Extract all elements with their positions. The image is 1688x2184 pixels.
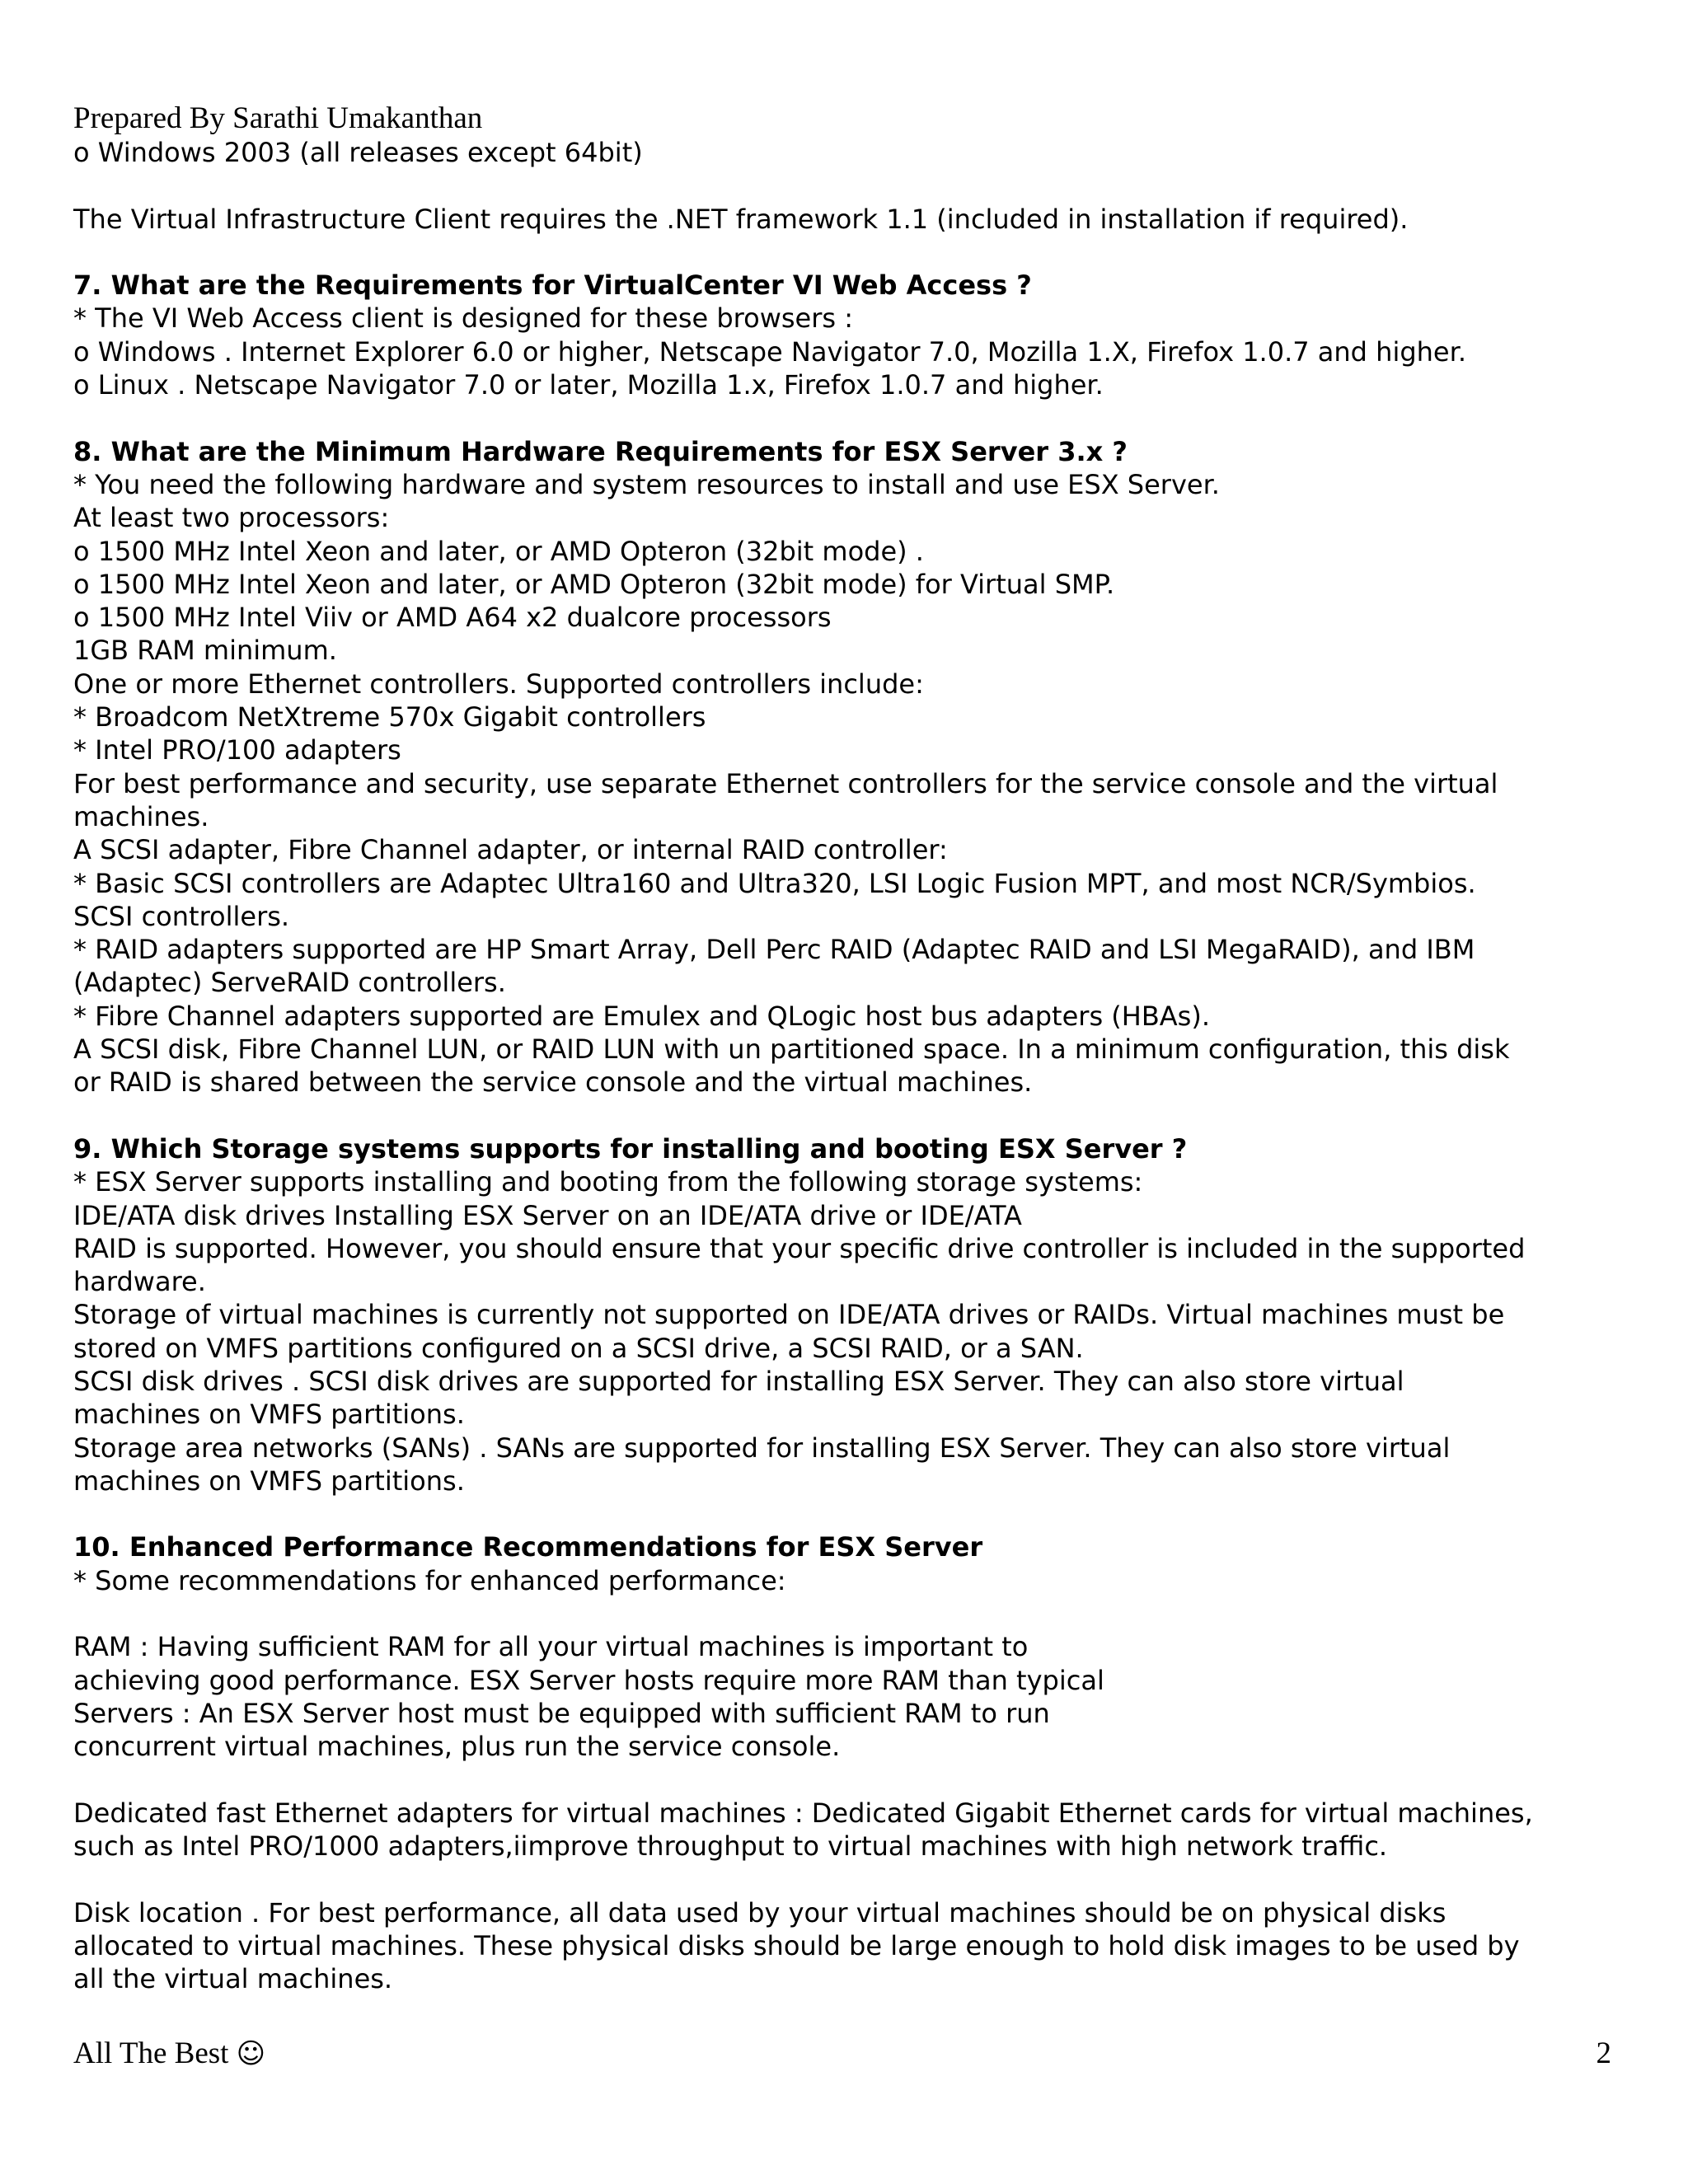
q10-ram-line: Servers : An ESX Server host must be equipped with sufficient RAM to run bbox=[73, 1697, 1050, 1729]
q10-disk-line: all the virtual machines. bbox=[73, 1963, 393, 1995]
q8-line: For best performance and security, use separate Ethernet controllers for the service console and the virtual bbox=[73, 767, 1498, 799]
q9-line: stored on VMFS partitions configured on a SCSI drive, a SCSI RAID, or a SAN. bbox=[73, 1332, 1084, 1364]
q10-disk-line: Disk location . For best performance, all data used by your virtual machines should be on physical disks bbox=[73, 1896, 1447, 1929]
page-number: 2 bbox=[1596, 2036, 1611, 2070]
q10-ethernet-line: Dedicated fast Ethernet adapters for virtual machines : Dedicated Gigabit Ethernet cards for virtual machines, bbox=[73, 1797, 1533, 1829]
q9-line: Storage area networks (SANs) . SANs are supported for installing ESX Server. They can also store virtual bbox=[73, 1432, 1451, 1464]
q7-line: o Windows . Internet Explorer 6.0 or higher, Netscape Navigator 7.0, Mozilla 1.X, Firefox 1.0.7 and higher. bbox=[73, 335, 1466, 368]
q8-line: * You need the following hardware and system resources to install and use ESX Server. bbox=[73, 468, 1220, 500]
smiley-icon: ☺ bbox=[236, 2037, 266, 2070]
q8-line: At least two processors: bbox=[73, 502, 390, 534]
q8-line: * Basic SCSI controllers are Adaptec Ultra160 and Ultra320, LSI Logic Fusion MPT, and most NCR/Symbios. bbox=[73, 867, 1476, 899]
q9-line: RAID is supported. However, you should ensure that your specific drive controller is included in the supported bbox=[73, 1232, 1526, 1264]
q8-line: o 1500 MHz Intel Viiv or AMD A64 x2 dualcore processors bbox=[73, 602, 832, 634]
q8-line: One or more Ethernet controllers. Supported controllers include: bbox=[73, 668, 924, 700]
q9-line: SCSI disk drives . SCSI disk drives are supported for installing ESX Server. They can also store virtual bbox=[73, 1365, 1404, 1397]
q8-line: * RAID adapters supported are HP Smart Array, Dell Perc RAID (Adaptec RAID and LSI MegaRAID), and IBM bbox=[73, 934, 1475, 966]
q10-ram-line: RAM : Having sufficient RAM for all your virtual machines is important to bbox=[73, 1631, 1029, 1663]
q8-line: SCSI controllers. bbox=[73, 900, 290, 932]
q9-line: hardware. bbox=[73, 1266, 206, 1298]
prepared-by-header: Prepared By Sarathi Umakanthan bbox=[73, 101, 483, 135]
q8-line: (Adaptec) ServeRAID controllers. bbox=[73, 967, 506, 999]
spacer bbox=[73, 1099, 1623, 1132]
spacer bbox=[73, 236, 1623, 269]
spacer bbox=[73, 169, 1623, 202]
q8-line: * Fibre Channel adapters supported are Emulex and QLogic host bus adapters (HBAs). bbox=[73, 1000, 1210, 1032]
q8-line: or RAID is shared between the service console and the virtual machines. bbox=[73, 1066, 1033, 1099]
q8-line: o 1500 MHz Intel Xeon and later, or AMD Opteron (32bit mode) . bbox=[73, 535, 924, 567]
q8-line: * Intel PRO/100 adapters bbox=[73, 734, 401, 766]
q8-line: A SCSI adapter, Fibre Channel adapter, or internal RAID controller: bbox=[73, 834, 948, 866]
q9-heading: 9. Which Storage systems supports for installing and booting ESX Server ? bbox=[73, 1132, 1188, 1165]
q7-line: * The VI Web Access client is designed for these browsers : bbox=[73, 302, 854, 335]
footer-text: All The Best bbox=[73, 2036, 229, 2070]
q7-line: o Linux . Netscape Navigator 7.0 or later, Mozilla 1.x, Firefox 1.0.7 and higher. bbox=[73, 369, 1104, 401]
footer-signoff bbox=[73, 2036, 265, 2072]
q9-line: machines on VMFS partitions. bbox=[73, 1399, 465, 1431]
q10-ram-line: concurrent virtual machines, plus run the service console. bbox=[73, 1731, 841, 1763]
q10-ethernet-line: such as Intel PRO/1000 adapters,iimprove throughput to virtual machines with high network traffic. bbox=[73, 1830, 1388, 1863]
q9-line: IDE/ATA disk drives Installing ESX Server on an IDE/ATA drive or IDE/ATA bbox=[73, 1199, 1022, 1231]
q8-line: machines. bbox=[73, 800, 209, 832]
q8-line: o 1500 MHz Intel Xeon and later, or AMD Opteron (32bit mode) for Virtual SMP. bbox=[73, 568, 1115, 600]
q10-ram-line: achieving good performance. ESX Server hosts require more RAM than typical bbox=[73, 1664, 1104, 1696]
intro-line-1: o Windows 2003 (all releases except 64bit) bbox=[73, 137, 643, 168]
spacer bbox=[73, 1764, 1623, 1797]
q8-line: A SCSI disk, Fibre Channel LUN, or RAID LUN with un partitioned space. In a minimum configuration, this disk bbox=[73, 1033, 1510, 1066]
spacer bbox=[73, 1863, 1623, 1896]
q10-disk-line: allocated to virtual machines. These physical disks should be large enough to hold disk images to be used by bbox=[73, 1930, 1520, 1962]
intro-line-2: The Virtual Infrastructure Client requires the .NET framework 1.1 (included in installation if required). bbox=[73, 203, 1409, 235]
q10-intro: * Some recommendations for enhanced performance: bbox=[73, 1564, 786, 1596]
document-body bbox=[73, 136, 1623, 1996]
spacer bbox=[73, 1597, 1623, 1630]
q8-line: * Broadcom NetXtreme 570x Gigabit controllers bbox=[73, 701, 706, 733]
q9-line: Storage of virtual machines is currently not supported on IDE/ATA drives or RAIDs. Virtual machines must be bbox=[73, 1299, 1505, 1331]
q8-line: 1GB RAM minimum. bbox=[73, 635, 337, 667]
q7-heading: 7. What are the Requirements for VirtualCenter VI Web Access ? bbox=[73, 269, 1032, 302]
q9-line: * ESX Server supports installing and booting from the following storage systems: bbox=[73, 1166, 1143, 1198]
q9-line: machines on VMFS partitions. bbox=[73, 1465, 465, 1497]
q8-heading: 8. What are the Minimum Hardware Requirements for ESX Server 3.x ? bbox=[73, 435, 1128, 467]
spacer bbox=[73, 1497, 1623, 1530]
q10-heading: 10. Enhanced Performance Recommendations for ESX Server bbox=[73, 1531, 983, 1563]
spacer bbox=[73, 401, 1623, 434]
